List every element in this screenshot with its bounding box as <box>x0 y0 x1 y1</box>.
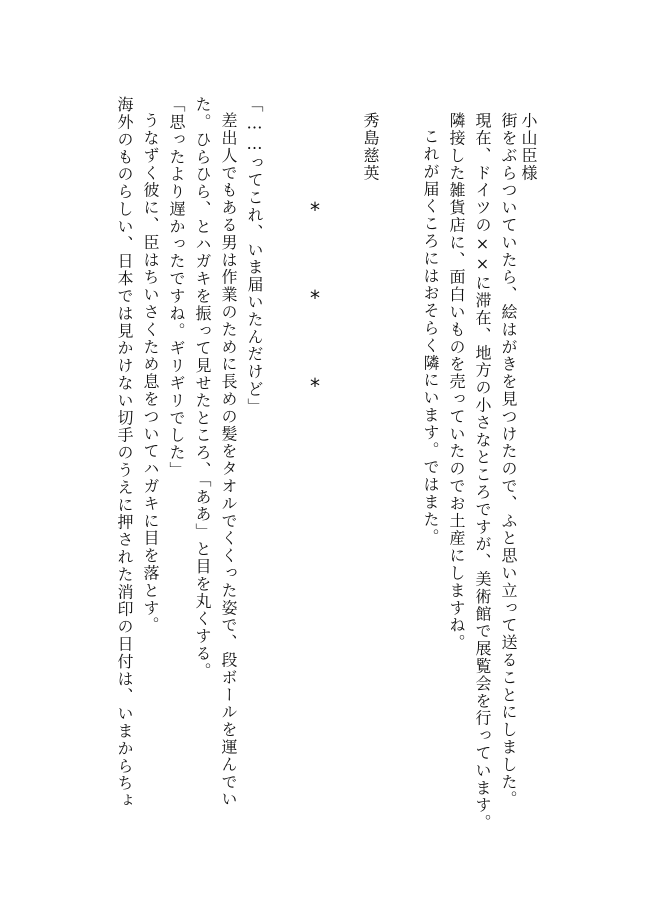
letter-paragraph: 現在、ドイツの××に滞在、地方の小さなところですが、美術館で展覧会を行っています。 <box>473 112 492 832</box>
story-line: 海外のものらしい、日本では見かけない切手のうえに押された消印の日付は、いまからちょ <box>115 96 134 810</box>
letter-addressee: 小山臣様 <box>519 112 538 182</box>
separator-asterisk: * <box>310 374 320 398</box>
letter-paragraph: これが届くころにはおそらく隣にいます。ではまた。 <box>421 128 440 546</box>
letter-paragraph: 街をぶらついていたら、絵はがきを見つけたので、ふと思い立って送ることにしました。 <box>499 112 518 808</box>
letter-signature: 秀島慈英 <box>361 112 380 182</box>
separator-asterisk: * <box>310 198 320 222</box>
story-line: 「思ったより遅かったですね。ギリギリでした」 <box>167 96 186 479</box>
story-line: 「……ってこれ、いま届いたんだけど」 <box>245 96 264 416</box>
separator-asterisk: * <box>310 286 320 310</box>
story-line: た。ひらひら、とハガキを振って見せたところ、「ああ」と目を丸くする。 <box>193 96 212 680</box>
story-line: 差出人でもある男は作業のために長めの髪をタオルでくくった姿で、段ボールを運んでい <box>219 112 238 808</box>
letter-paragraph: 隣接した雑貨店に、面白いものを売っていたのでお土産にしますね。 <box>447 112 466 652</box>
story-line: うなずく彼に、臣はちいさくため息をついてハガキに目を落とす。 <box>141 112 160 634</box>
